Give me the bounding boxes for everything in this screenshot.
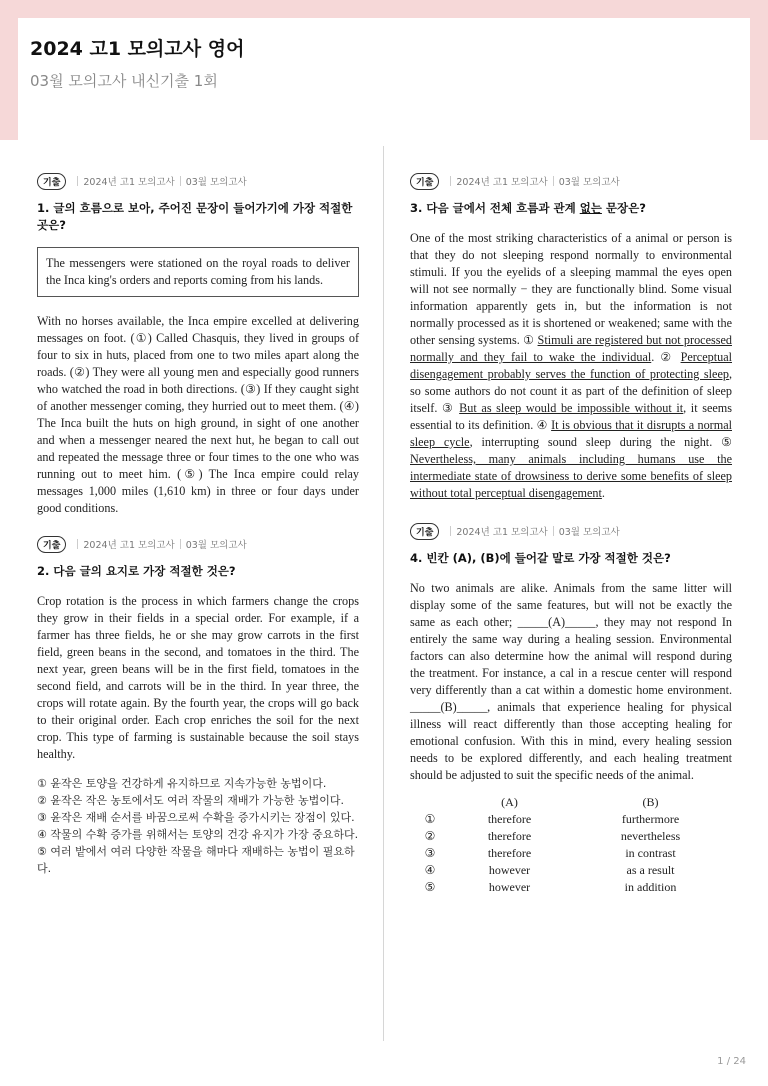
meta-separator xyxy=(180,176,181,186)
source-month: 03월 모의고사 xyxy=(558,527,620,538)
passage-segment: , it seems essential to its definition. ④ xyxy=(410,401,732,432)
question-title: 4. 빈칸 (A), (B)에 들어갈 말로 가장 적절한 것은? xyxy=(410,551,671,565)
passage-end: . xyxy=(601,486,605,500)
column-b-header: (B) xyxy=(642,795,659,809)
options-header-row xyxy=(410,794,732,811)
page-number: 1 / 24 xyxy=(717,1056,746,1067)
column-divider xyxy=(383,146,384,1041)
option-number: ① xyxy=(424,812,436,826)
underlined-sentence-4: It is obvious that it disrupts a normal sleep cycle xyxy=(410,418,732,449)
meta-separator xyxy=(77,176,78,186)
choice-4[interactable]: ④ 작물의 수확 증가를 위해서는 토양의 건강 유지가 가장 중요하다. xyxy=(37,828,359,841)
source-month: 03월 모의고사 xyxy=(185,540,247,551)
option-a: therefore xyxy=(487,812,532,826)
option-number: ② xyxy=(424,829,436,843)
underlined-sentence-1: Stimuli are registered but not processed normally and they fail to wake the individual xyxy=(410,333,732,364)
choice-1[interactable]: ① 윤작은 토양을 건강하게 유지하므로 지속가능한 농법이다. xyxy=(37,777,327,790)
option-b: furthermore xyxy=(621,812,680,826)
option-row[interactable] xyxy=(410,879,732,896)
question-passage xyxy=(410,230,732,502)
underlined-sentence-5: Nevertheless, many animals including humans use the intermediate state of drowsiness to derive some benefits of sleep without total perceptual disengagement xyxy=(410,452,732,500)
document-subtitle: 03월 모의고사 내신기출 1회 xyxy=(30,72,218,90)
underlined-sentence-3: But as sleep would be impossible without it xyxy=(459,401,684,415)
question-passage: With no horses available, the Inca empire excelled at delivering messages on foot. (①) Called Chasquis, they lived in groups of four to six in huts, placed from one to two miles apart along the roads. (②) They were all young men and especially good runners who watched the road in both directions. (③) If they caught sight of another messenger coming, they hurried out to meet them. (④) The Inca built the huts on high ground, in sight of one another and when a messenger neared the next hut, he began to call out and repeated the message three or four times to the one who was running out to meet him. (⑤) The Inca empire could relay messages 1,000 miles (1,610 km) in three or four days under good conditions. xyxy=(37,314,359,515)
exam-tag: 기출 xyxy=(410,173,439,190)
document-title: 2024 고1 모의고사 영어 xyxy=(30,38,245,60)
source-month: 03월 모의고사 xyxy=(185,177,247,188)
passage-segment: , so some authors do not count it as part of the definition of sleep itself. ③ xyxy=(410,367,732,415)
option-b: as a result xyxy=(626,863,675,877)
question-2 xyxy=(37,535,359,877)
option-row[interactable] xyxy=(410,862,732,879)
right-column xyxy=(410,172,732,910)
option-row[interactable] xyxy=(410,845,732,862)
answer-choices xyxy=(37,775,359,877)
meta-separator xyxy=(77,539,78,549)
source-year: 2024년 고1 모의고사 xyxy=(83,540,175,551)
title-suffix: 문장은? xyxy=(601,201,646,215)
exam-tag: 기출 xyxy=(37,536,66,553)
column-a-header: (A) xyxy=(501,795,518,809)
option-number: ③ xyxy=(424,846,436,860)
question-passage: No two animals are alike. Animals from the same litter will display some of the same features, but will not be exactly the same as each other; _____(A)_____, they may not respond In entirely the same way during a healing session. Environmental factors can also determine how the animal will respond during the treatment. For instance, a cal in a rescue center will respond very differently than a cat within a domestic home environment. _____(B)_____, animals that experience healing for physical illness will react differently than those accepting healing for emotional confusion. With this in mind, every healing session needs to be explored differently, and each healing treatment should be adjusted to suit the specific needs of the animal. xyxy=(410,581,732,782)
answer-options-table xyxy=(410,794,732,896)
question-meta xyxy=(37,535,359,553)
option-b: in contrast xyxy=(625,846,676,860)
choice-2[interactable]: ② 윤작은 작은 농토에서도 여러 작물의 재배가 가능한 농법이다. xyxy=(37,794,344,807)
question-title: 1. 글의 흐름으로 보아, 주어진 문장이 들어가기에 가장 적절한 곳은? xyxy=(37,201,353,232)
underlined-sentence-2: Perceptual disengagement probably serves the function of protecting sleep xyxy=(410,350,732,381)
passage-intro: One of the most striking characteristics of a animal or person is that they do not sleeping respond normally to environmental stimuli. If you the eyelids of a sleeping mammal the eyes open will not see normally − they are functionally blind. Some visual information apparently gets in, but the information is not normally processed as it is shortened or weakened; same with the other sensing systems. ① xyxy=(410,231,732,347)
passage-segment: . ② xyxy=(651,350,681,364)
question-meta xyxy=(410,172,732,190)
meta-separator xyxy=(450,526,451,536)
source-year: 2024년 고1 모의고사 xyxy=(456,527,548,538)
question-passage: Crop rotation is the process in which farmers change the crops they grow in their fields in a special order. For example, if a farmer has three fields, he or she may grow carrots in the first field, green beans in the second, and tomatoes in the third. The next year, green beans will be in the first field, tomatoes in the second field, and carrots will be in the third. In year three, the crops will rotate again. By the fourth year, the crops will go back to their original order. Each crop enriches the soil for the next crop. This type of farming is sustainable because the soil stays healthy. xyxy=(37,594,359,761)
passage-segment: , interrupting sound sleep during the night. ⑤ xyxy=(469,435,733,449)
source-year: 2024년 고1 모의고사 xyxy=(456,177,548,188)
meta-separator xyxy=(553,176,554,186)
question-meta xyxy=(37,172,359,190)
option-a: however xyxy=(488,863,531,877)
meta-separator xyxy=(450,176,451,186)
option-a: therefore xyxy=(487,846,532,860)
option-b: in addition xyxy=(624,880,677,894)
left-column xyxy=(37,172,359,891)
option-row[interactable] xyxy=(410,828,732,845)
question-title xyxy=(410,200,732,217)
question-title: 2. 다음 글의 요지로 가장 적절한 것은? xyxy=(37,564,236,578)
question-4 xyxy=(410,522,732,896)
option-a: therefore xyxy=(487,829,532,843)
exam-tag: 기출 xyxy=(410,523,439,540)
question-3 xyxy=(410,172,732,502)
option-b: nevertheless xyxy=(620,829,681,843)
option-number: ⑤ xyxy=(424,880,436,894)
option-number: ④ xyxy=(424,863,436,877)
question-meta xyxy=(410,522,732,540)
title-prefix: 3. 다음 글에서 전체 흐름과 관계 xyxy=(410,201,580,215)
option-row[interactable] xyxy=(410,811,732,828)
exam-tag: 기출 xyxy=(37,173,66,190)
option-a: however xyxy=(488,880,531,894)
source-month: 03월 모의고사 xyxy=(558,177,620,188)
meta-separator xyxy=(180,539,181,549)
title-underlined: 없는 xyxy=(579,201,602,215)
given-sentence-box: The messengers were stationed on the royal roads to deliver the Inca king's orders and reports coming from his lands. xyxy=(37,247,359,297)
choice-5[interactable]: ⑤ 여러 밭에서 여러 다양한 작물을 해마다 재배하는 농법이 필요하다. xyxy=(37,845,355,875)
choice-3[interactable]: ③ 윤작은 재배 순서를 바꿈으로써 수확을 증가시키는 장점이 있다. xyxy=(37,811,355,824)
question-1 xyxy=(37,172,359,517)
source-year: 2024년 고1 모의고사 xyxy=(83,177,175,188)
meta-separator xyxy=(553,526,554,536)
